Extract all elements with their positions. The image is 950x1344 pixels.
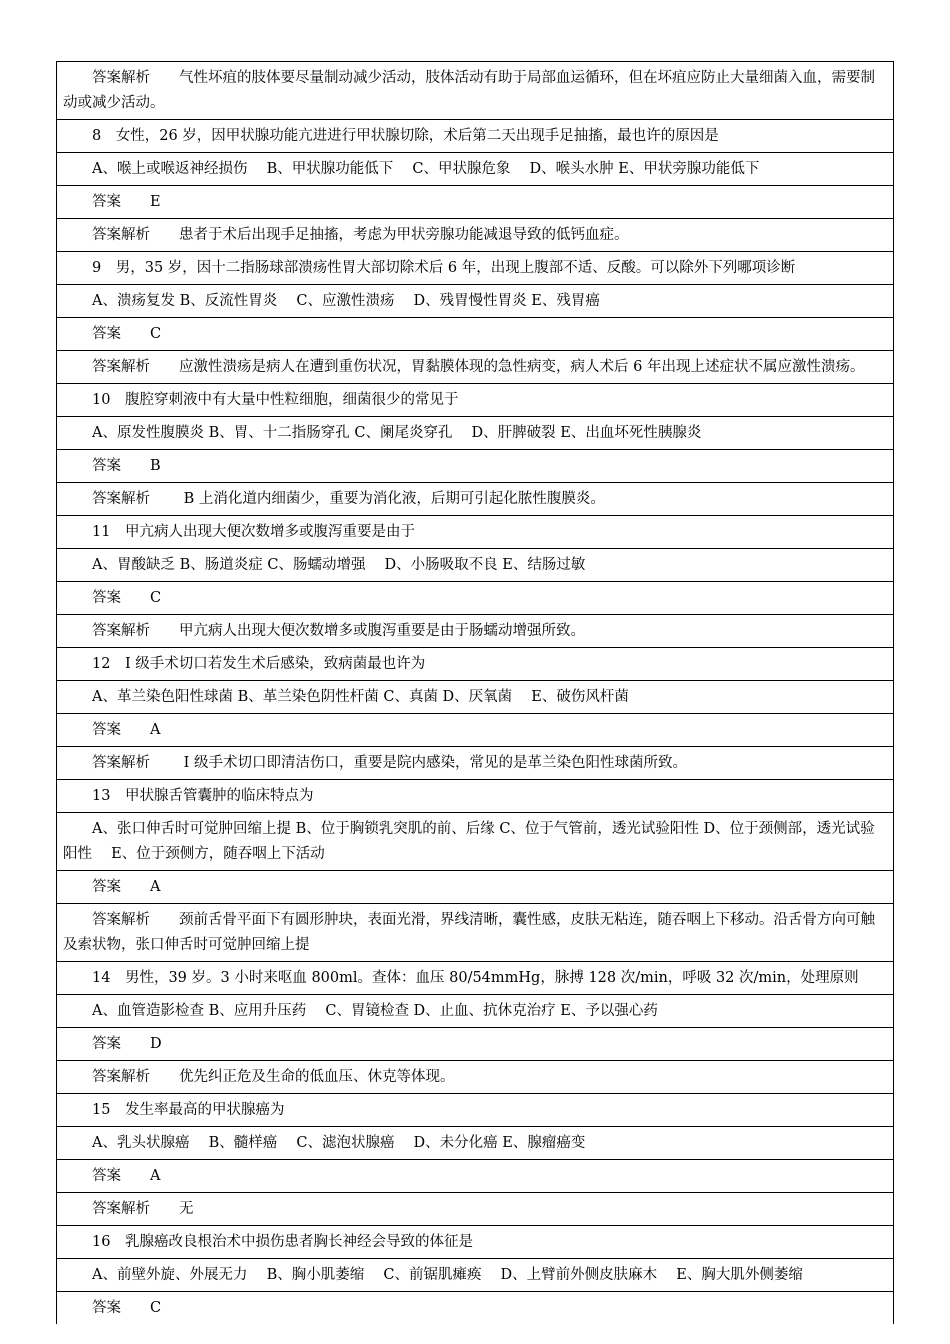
table-row: 答案 A [57,871,893,904]
table-row: 8 女性，26 岁，因甲状腺功能亢进进行甲状腺切除，术后第二天出现手足抽搐，最也许的原因是 [57,120,893,153]
table-row: 答案解析 气性坏疽的肢体要尽量制动减少活动，肢体活动有助于局部血运循环，但在坏疽应防止大量细菌入血，需要制动或减少活动。 [57,62,893,120]
table-row: 9 男，35 岁，因十二指肠球部溃疡性胃大部切除术后 6 年，出现上腹部不适、反酸。可以除外下列哪项诊断 [57,252,893,285]
table-row: A、血管造影检查 B、应用升压药 C、胃镜检查 D、止血、抗休克治疗 E、予以强心药 [57,995,893,1028]
table-row: 答案 B [57,450,893,483]
table-row: A、喉上或喉返神经损伤 B、甲状腺功能低下 C、甲状腺危象 D、喉头水肿 E、甲状旁腺功能低下 [57,153,893,186]
qa-table [56,61,894,1324]
table-row: 答案 D [57,1028,893,1061]
table-row: A、前壁外旋、外展无力 B、胸小肌萎缩 C、前锯肌瘫痪 D、上臂前外侧皮肤麻木 E、胸大肌外侧萎缩 [57,1259,893,1292]
table-row: 11 甲亢病人出现大便次数增多或腹泻重要是由于 [57,516,893,549]
table-row: 13 甲状腺舌管囊肿的临床特点为 [57,780,893,813]
document-page [56,61,894,1324]
table-row: 答案 C [57,318,893,351]
table-row: 答案解析 Ⅰ 级手术切口即清洁伤口，重要是院内感染，常见的是革兰染色阳性球菌所致。 [57,747,893,780]
table-row: 答案解析 颈前舌骨平面下有圆形肿块，表面光滑，界线清晰，囊性感，皮肤无粘连，随吞咽上下移动。沿舌骨方向可触及索状物，张口伸舌时可觉肿回缩上提 [57,904,893,962]
table-row: 12 Ⅰ 级手术切口若发生术后感染，致病菌最也许为 [57,648,893,681]
table-row: 15 发生率最高的甲状腺癌为 [57,1094,893,1127]
table-row: 答案 A [57,1160,893,1193]
table-row: 答案解析 患者于术后出现手足抽搐，考虑为甲状旁腺功能减退导致的低钙血症。 [57,219,893,252]
table-row: 16 乳腺癌改良根治术中损伤患者胸长神经会导致的体征是 [57,1226,893,1259]
table-row: A、乳头状腺癌 B、髓样癌 C、滤泡状腺癌 D、未分化癌 E、腺瘤癌变 [57,1127,893,1160]
table-row: 答案解析 甲亢病人出现大便次数增多或腹泻重要是由于肠蠕动增强所致。 [57,615,893,648]
table-row: 答案 C [57,582,893,615]
table-row: 答案解析 应激性溃疡是病人在遭到重伤状况，胃黏膜体现的急性病变，病人术后 6 年出现上述症状不属应激性溃疡。 [57,351,893,384]
table-row: A、胃酸缺乏 B、肠道炎症 C、肠蠕动增强 D、小肠吸取不良 E、结肠过敏 [57,549,893,582]
table-row: 答案 A [57,714,893,747]
table-row: 14 男性，39 岁。3 小时来呕血 800ml。查体：血压 80/54mmHg，脉搏 128 次/min，呼吸 32 次/min，处理原则 [57,962,893,995]
table-row: 答案解析 无 [57,1193,893,1226]
table-row: A、原发性腹膜炎 B、胃、十二指肠穿孔 C、阑尾炎穿孔 D、肝脾破裂 E、出血坏死性胰腺炎 [57,417,893,450]
table-row: 答案 E [57,186,893,219]
table-row: 答案解析 B 上消化道内细菌少，重要为消化液，后期可引起化脓性腹膜炎。 [57,483,893,516]
table-row: 答案解析 优先纠正危及生命的低血压、休克等体现。 [57,1061,893,1094]
table-row: A、张口伸舌时可觉肿回缩上提 B、位于胸锁乳突肌的前、后缘 C、位于气管前，透光试验阳性 D、位于颈侧部，透光试验阳性 E、位于颈侧方，随吞咽上下活动 [57,813,893,871]
table-row: 10 腹腔穿刺液中有大量中性粒细胞，细菌很少的常见于 [57,384,893,417]
table-row: A、溃疡复发 B、反流性胃炎 C、应激性溃疡 D、残胃慢性胃炎 E、残胃癌 [57,285,893,318]
table-row: A、革兰染色阳性球菌 B、革兰染色阴性杆菌 C、真菌 D、厌氧菌 E、破伤风杆菌 [57,681,893,714]
table-row: 答案 C [92,1300,162,1316]
